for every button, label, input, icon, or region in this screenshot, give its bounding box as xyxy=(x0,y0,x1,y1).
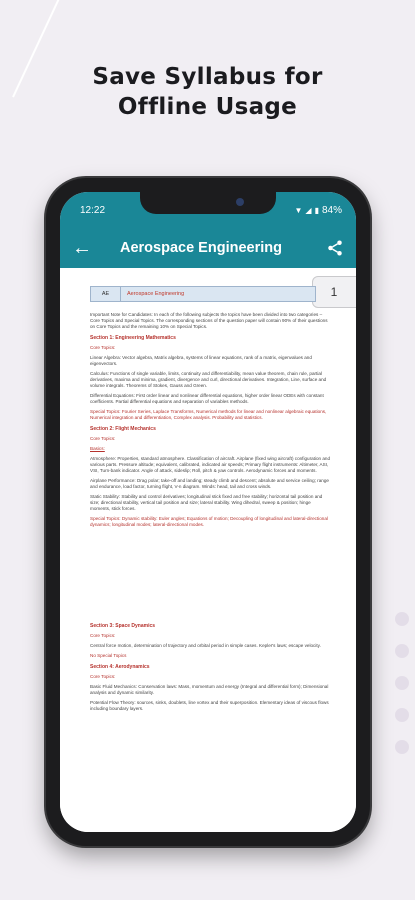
phone-screen xyxy=(60,192,356,832)
arrow-left-icon[interactable]: ← xyxy=(72,236,92,259)
blank-space xyxy=(90,532,330,618)
status-time: 12:22 xyxy=(80,204,106,216)
page-number-badge: 1 xyxy=(312,276,356,308)
app-bar xyxy=(60,228,356,268)
decorative-dots xyxy=(395,612,409,772)
pdf-viewer[interactable] xyxy=(60,268,356,832)
topic-paragraph: Airplane Performance: Drag polar; take-off and landing; steady climb and descent; absolute and service ceiling; range and endurance, load factor, turning flight, V-n diagram. Winds: head, tail and cross winds. xyxy=(90,478,329,489)
promo-headline xyxy=(0,62,415,122)
topic-paragraph: Potential Flow Theory: sources, sinks, doublets, line vortex and their superposition. Elementary ideas of viscous flows including boundary layers. xyxy=(90,700,329,711)
decorative-dot xyxy=(395,612,409,626)
topic-paragraph: Static Stability: Stability and control derivatives; longitudinal stick fixed and free stability; horizontal tail position and size; directional stability, vertical tail position and size; lateral stability. Wing dihedral, sweep & position; hinge moments, stick forces. xyxy=(90,494,323,511)
headline-line-1: Save Syllabus for xyxy=(92,64,323,90)
topic-paragraph: Atmosphere: Properties, standard atmosphere. Classification of aircraft. Airplane (fixed wing aircraft) configuration and various parts. Pressure altitude; equivalent, calibrated, indicated air speeds; Primary flight instruments: Altimeter, ASI, VSI, Turn-bank indicator. Angle of attack, sideslip; Roll, pitch & yaw controls. Aerodynamic forces and moments. xyxy=(90,456,331,473)
decorative-dot xyxy=(395,676,409,690)
notch xyxy=(140,192,276,214)
section-title: Section 3: Space Dynamics xyxy=(90,623,156,629)
syllabus-content xyxy=(90,312,330,716)
battery-level: 84% xyxy=(321,204,342,216)
decorative-dot xyxy=(395,708,409,722)
wifi-icon: ▼ xyxy=(294,205,303,215)
battery-icon: ▮ xyxy=(314,205,319,215)
decorative-dot xyxy=(395,740,409,754)
status-icons xyxy=(295,205,343,216)
core-topics-label: Core Topics: xyxy=(90,436,116,441)
headline-line-2: Offline Usage xyxy=(117,94,298,120)
phone-frame xyxy=(46,178,370,846)
topic-paragraph: Calculus: Functions of single variable, limits, continuity and differentiability, mean value theorem, chain rule, partial derivatives, maxima and minima, gradient, divergence and curl, directional derivatives. Integration, Line, surface and volume integrals. Theorems of Stokes, Gauss and Green. xyxy=(90,371,327,388)
topic-paragraph: Central force motion, determination of trajectory and orbital period in simple cases. Kepler's laws; escape velocity. xyxy=(90,643,321,648)
topic-paragraph: Linear Algebra: Vector algebra, Matrix algebra, systems of linear equations, rank of a matrix, eigenvalues and eigenvectors. xyxy=(90,355,312,366)
special-topics-paragraph: Special Topics: Dynamic stability: Euler angles; Equations of motion; Decoupling of longitudinal and lateral-directional dynamics; longitudinal modes; lateral-directional modes. xyxy=(90,516,328,527)
special-topics-paragraph: Special Topics: Fourier Series, Laplace Transforms, Numerical methods for linear and nonlinear algebraic equations, Numerical integration and differentiation, Complex analysis. Probability and statistics. xyxy=(90,409,327,420)
camera-icon xyxy=(236,198,244,206)
core-topics-label: Core Topics: xyxy=(90,674,116,679)
header-code: AE xyxy=(91,287,121,301)
syllabus-header-table xyxy=(90,286,316,302)
core-topics-label: Core Topics: xyxy=(90,345,116,350)
signal-icon: ◢ xyxy=(305,205,312,215)
app-title: Aerospace Engineering xyxy=(120,240,282,256)
topic-paragraph: Differential Equations: First order linear and nonlinear differential equations, higher order linear ODEs with constant coefficients. Partial differential equations and separation of variables methods. xyxy=(90,393,324,404)
intro-paragraph: Important Note for Candidates: In each of the following subjects the topics have been divided into two categories – Core Topics and Special Topics. The corresponding sections of the question paper will contain 90% of their questions on Core Topics and the remaining 10% on Special Topics. xyxy=(90,312,328,329)
share-icon[interactable] xyxy=(326,239,344,257)
topic-paragraph: Basic Fluid Mechanics: Conservation laws: Mass, momentum and energy (Integral and differential form); Dimensional analysis and dynamic similarity. xyxy=(90,684,329,695)
basics-label: Basics: xyxy=(90,446,105,451)
core-topics-label: Core Topics: xyxy=(90,633,116,638)
section-title: Section 4: Aerodynamics xyxy=(90,664,150,670)
header-title: Aerospace Engineering xyxy=(127,291,185,297)
section-title: Section 1: Engineering Mathematics xyxy=(90,335,176,341)
decorative-dot xyxy=(395,644,409,658)
section-title: Section 2: Flight Mechanics xyxy=(90,426,156,432)
no-special-topics-label: No Special Topics xyxy=(90,653,127,658)
